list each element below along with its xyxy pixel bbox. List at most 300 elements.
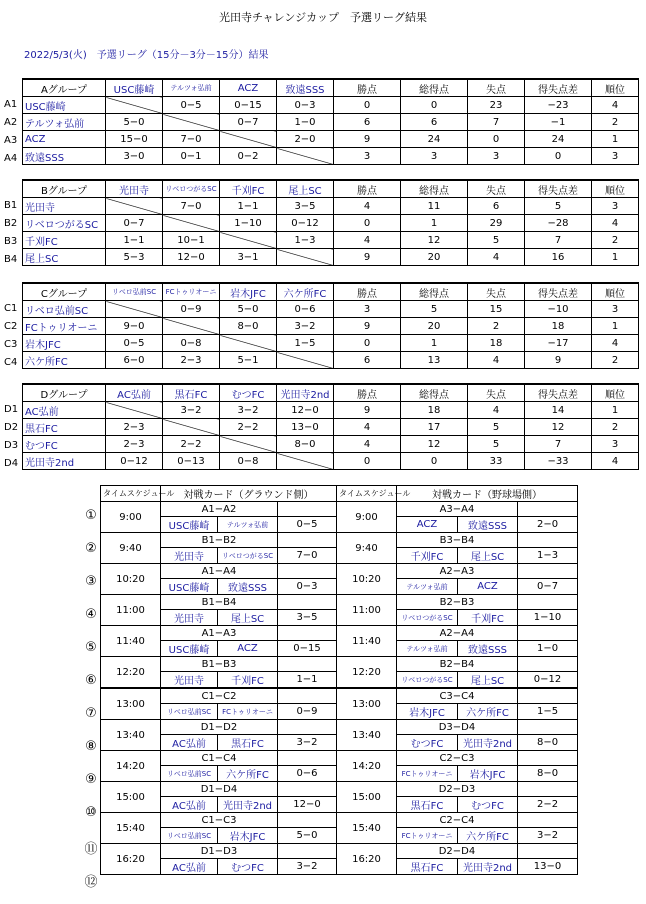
group-name: Cグループ [23,283,106,301]
group-name: Dグループ [23,384,106,402]
ground-match-code: B1−B4 [161,595,278,610]
score-cell: 12−0 [163,249,220,266]
score-cell [106,301,163,318]
stat-header: 勝点 [334,79,401,97]
ground-home-team: USC藤崎 [161,517,218,533]
stat-cell: 18 [525,318,592,335]
group-header-team: 黒石FC [163,384,220,402]
stat-cell: 3 [592,148,639,165]
baseball-home-team: 岩木JFC [397,704,458,720]
ground-match-code: B1−B3 [161,657,278,672]
score-cell: 2−2 [220,419,277,436]
score-cell: 2−3 [163,352,220,369]
stat-cell: 2 [592,419,639,436]
group-header-team: リベロつがるSC [163,180,220,198]
baseball-time: 13:00 [337,688,397,720]
stat-cell: 5 [401,301,468,318]
table-row [23,198,639,215]
page-subtitle: 2022/5/3(火) 予選リーグ（15分－3分－15分）結果 [24,50,269,61]
row-id-label: D2 [4,422,19,433]
baseball-match-code: B3−B4 [397,533,518,548]
time-header: タイムスケジュール [337,486,397,502]
row-team-name: テルツォ弘前 [23,114,106,131]
ground-away-team: 六ケ所FC [218,766,278,782]
empty-cell [518,813,578,828]
baseball-home-team: FCトゥリオーニ [397,766,458,782]
score-cell: 0−8 [163,335,220,352]
empty-cell [278,502,337,517]
score-cell: 1−3 [277,232,334,249]
score-cell: 3−2 [163,402,220,419]
group-header-team: USC藤崎 [106,79,163,97]
stat-cell: 3 [468,148,525,165]
group-table-1 [22,179,639,266]
schedule-row [101,657,578,672]
schedule-row [101,595,578,610]
round-number: ⑤ [85,640,97,655]
baseball-match-code: C3−C4 [397,688,518,704]
baseball-match-code: D2−D4 [397,844,518,859]
stat-cell: 6 [334,352,401,369]
stat-header: 順位 [592,384,639,402]
stat-cell: 4 [468,352,525,369]
ground-away-team: 岩木JFC [218,828,278,844]
row-id-label: A4 [4,153,18,164]
ground-match-code: A1−A2 [161,502,278,517]
empty-cell [518,564,578,579]
score-cell: 0−5 [106,335,163,352]
group-header-row [23,283,639,301]
stat-cell: 6 [468,198,525,215]
baseball-home-team: 黒石FC [397,859,458,875]
score-cell: 0−12 [106,453,163,470]
score-cell [163,318,220,335]
stat-cell: 33 [468,453,525,470]
score-cell: 5−0 [220,301,277,318]
baseball-time: 12:20 [337,657,397,689]
stat-cell: 6 [401,114,468,131]
score-cell: 15−0 [106,131,163,148]
score-cell: 0−13 [163,453,220,470]
row-team-name: ACZ [23,131,106,148]
row-team-name: 光田寺2nd [23,453,106,470]
row-id-label: C2 [4,321,18,332]
ground-away-team: テルツォ弘前 [218,517,278,533]
table-row [23,131,639,148]
stat-cell: 2 [592,114,639,131]
score-cell: 8−0 [277,436,334,453]
stat-cell: 0 [525,148,592,165]
stat-header: 順位 [592,283,639,301]
stat-cell: 3 [334,301,401,318]
round-number: ④ [85,607,97,622]
ground-away-team: FCトゥリオーニ [218,704,278,720]
group-header-team: AC弘前 [106,384,163,402]
empty-cell [518,533,578,548]
baseball-away-team: 致遠SSS [458,517,518,533]
empty-cell [518,595,578,610]
baseball-home-team: 千刈FC [397,548,458,564]
stat-cell: 5 [468,436,525,453]
stat-cell: 18 [401,402,468,419]
round-number: ⑩ [85,805,97,820]
ground-match-code: D1−D3 [161,844,278,859]
baseball-score: 1−5 [518,704,578,720]
row-team-name: 岩木JFC [23,335,106,352]
empty-cell [278,751,337,766]
empty-cell [518,688,578,704]
stat-cell: 2 [592,352,639,369]
stat-cell: 5 [525,198,592,215]
round-number: ① [85,508,97,523]
baseball-match-code: A2−A4 [397,626,518,641]
ground-time: 15:00 [101,782,161,813]
stat-cell: 7 [468,114,525,131]
stat-cell: 14 [525,402,592,419]
stat-cell: −23 [525,97,592,114]
baseball-away-team: 光田寺2nd [458,735,518,751]
group-header-team: むつFC [220,384,277,402]
ground-score: 5−0 [278,828,337,844]
score-cell: 5−0 [106,114,163,131]
stat-cell: 4 [334,419,401,436]
stat-cell: 1 [592,318,639,335]
row-id-label: D3 [4,440,19,451]
score-cell: 3−2 [220,402,277,419]
ground-match-code: C1−C4 [161,751,278,766]
baseball-header: 対戦カード（野球場側） [397,486,578,502]
ground-away-team: 千刈FC [218,672,278,689]
score-cell [277,249,334,266]
ground-match-code: C1−C2 [161,688,278,704]
table-row [23,148,639,165]
baseball-score: 0−7 [518,579,578,595]
stat-cell: 16 [525,249,592,266]
round-number: ⑨ [85,772,97,787]
schedule-row [101,720,578,735]
row-team-name: むつFC [23,436,106,453]
table-row [23,419,639,436]
score-cell: 0−15 [220,97,277,114]
round-number: ⑧ [85,739,97,754]
score-cell [220,436,277,453]
schedule-header-row [101,486,578,502]
stat-cell: 4 [334,198,401,215]
baseball-time: 15:40 [337,813,397,844]
stat-cell: −1 [525,114,592,131]
score-cell: 2−2 [163,436,220,453]
baseball-away-team: むつFC [458,797,518,813]
score-cell: 3−5 [277,198,334,215]
schedule-table [100,485,578,875]
score-cell [163,419,220,436]
score-cell [277,453,334,470]
ground-away-team: リベロつがるSC [218,548,278,564]
row-team-name: AC弘前 [23,402,106,419]
stat-cell: 9 [334,318,401,335]
round-number: ⑥ [85,673,97,688]
schedule-row [101,502,578,517]
stat-header: 総得点 [401,79,468,97]
row-id-label: C3 [4,339,18,350]
score-cell: 2−3 [106,436,163,453]
stat-cell: 9 [334,249,401,266]
score-cell: 0−5 [163,97,220,114]
score-cell: 10−1 [163,232,220,249]
empty-cell [518,720,578,735]
ground-time: 9:40 [101,533,161,564]
ground-score: 7−0 [278,548,337,564]
stat-cell: 0 [334,215,401,232]
empty-cell [278,720,337,735]
baseball-score: 13−0 [518,859,578,875]
stat-cell: −17 [525,335,592,352]
table-row [23,97,639,114]
stat-cell: 0 [401,453,468,470]
ground-time: 10:20 [101,564,161,595]
schedule-row [101,782,578,797]
baseball-match-code: C2−C3 [397,751,518,766]
stat-cell: 4 [468,249,525,266]
stat-header: 得失点差 [525,283,592,301]
table-row [23,215,639,232]
empty-cell [518,844,578,859]
score-cell: 2−0 [277,131,334,148]
baseball-match-code: A3−A4 [397,502,518,517]
row-id-label: B2 [4,218,18,229]
ground-away-team: 黒石FC [218,735,278,751]
baseball-away-team: ACZ [458,579,518,595]
score-cell: 0−2 [220,148,277,165]
ground-match-code: B1−B2 [161,533,278,548]
ground-time: 13:40 [101,720,161,751]
stat-cell: 5 [468,232,525,249]
score-cell: 0−8 [220,453,277,470]
row-id-label: A3 [4,135,18,146]
stat-cell: 3 [334,148,401,165]
stat-cell: 7 [525,436,592,453]
ground-home-team: AC弘前 [161,859,218,875]
stat-cell: 5 [468,419,525,436]
stat-cell: 0 [401,97,468,114]
group-table-2 [22,282,639,369]
row-id-label: C1 [4,303,18,314]
ground-score: 0−9 [278,704,337,720]
stat-cell: 20 [401,249,468,266]
baseball-score: 2−2 [518,797,578,813]
row-team-name: 光田寺 [23,198,106,215]
round-number: ⑪ [84,842,98,857]
ground-home-team: 光田寺 [161,672,218,689]
empty-cell [278,626,337,641]
stat-cell: 4 [592,453,639,470]
ground-score: 0−3 [278,579,337,595]
schedule-row [101,751,578,766]
stat-cell: 4 [592,97,639,114]
stat-header: 勝点 [334,180,401,198]
baseball-time: 9:00 [337,502,397,533]
score-cell: 0−9 [163,301,220,318]
row-team-name: 六ケ所FC [23,352,106,369]
row-id-label: D1 [4,404,19,415]
baseball-score: 1−0 [518,641,578,657]
ground-home-team: 光田寺 [161,548,218,564]
ground-home-team: AC弘前 [161,797,218,813]
ground-match-code: D1−D2 [161,720,278,735]
baseball-home-team: リベロつがるSC [397,672,458,689]
table-row [23,402,639,419]
score-cell: 7−0 [163,131,220,148]
stat-header: 総得点 [401,180,468,198]
group-header-team: FCトゥリオーニ [163,283,220,301]
table-row [23,335,639,352]
stat-header: 失点 [468,384,525,402]
row-team-name: 黒石FC [23,419,106,436]
stat-header: 順位 [592,79,639,97]
ground-score: 12−0 [278,797,337,813]
stat-cell: 0 [334,335,401,352]
empty-cell [518,782,578,797]
empty-cell [518,657,578,672]
baseball-home-team: テルツォ弘前 [397,641,458,657]
baseball-match-code: C2−C4 [397,813,518,828]
baseball-away-team: 六ケ所FC [458,828,518,844]
table-row [23,249,639,266]
ground-home-team: USC藤崎 [161,641,218,657]
ground-time: 14:20 [101,751,161,782]
score-cell: 9−0 [106,318,163,335]
stat-cell: 15 [468,301,525,318]
stat-cell: 4 [592,215,639,232]
baseball-score: 8−0 [518,766,578,782]
table-row [23,301,639,318]
empty-cell [518,751,578,766]
ground-score: 3−2 [278,735,337,751]
round-number: ② [85,541,97,556]
score-cell [163,114,220,131]
row-team-name: FCトゥリオーニ [23,318,106,335]
ground-score: 0−5 [278,517,337,533]
stat-cell: 1 [592,402,639,419]
empty-cell [278,595,337,610]
ground-home-team: AC弘前 [161,735,218,751]
score-cell [277,352,334,369]
empty-cell [518,502,578,517]
ground-time: 12:20 [101,657,161,689]
stat-cell: 20 [401,318,468,335]
stat-cell: 12 [525,419,592,436]
stat-cell: 3 [401,148,468,165]
row-team-name: リベロつがるSC [23,215,106,232]
stat-header: 得失点差 [525,384,592,402]
stat-cell: 12 [401,436,468,453]
group-name: Aグループ [23,79,106,97]
baseball-away-team: 六ケ所FC [458,704,518,720]
score-cell [106,97,163,114]
score-cell: 0−7 [106,215,163,232]
group-header-team: テルツォ弘前 [163,79,220,97]
round-number: ③ [85,574,97,589]
table-row [23,453,639,470]
empty-cell [278,844,337,859]
stat-cell: 1 [401,335,468,352]
baseball-home-team: むつFC [397,735,458,751]
group-header-row [23,79,639,97]
ground-score: 0−15 [278,641,337,657]
stat-header: 順位 [592,180,639,198]
baseball-match-code: D3−D4 [397,720,518,735]
baseball-score: 8−0 [518,735,578,751]
ground-home-team: リベロ弘前SC [161,828,218,844]
score-cell: 0−1 [163,148,220,165]
stat-cell: 7 [525,232,592,249]
table-row [23,436,639,453]
row-team-name: 致遠SSS [23,148,106,165]
ground-home-team: リベロ弘前SC [161,704,218,720]
stat-header: 失点 [468,79,525,97]
baseball-score: 2−0 [518,517,578,533]
stat-cell: 3 [592,198,639,215]
score-cell: 3−0 [106,148,163,165]
baseball-home-team: FCトゥリオーニ [397,828,458,844]
stat-header: 総得点 [401,283,468,301]
score-cell: 0−12 [277,215,334,232]
group-header-team: 光田寺 [106,180,163,198]
group-table-0 [22,78,639,165]
score-cell: 5−1 [220,352,277,369]
stat-cell: 9 [334,131,401,148]
stat-header: 失点 [468,180,525,198]
stat-cell: 6 [334,114,401,131]
baseball-time: 11:00 [337,595,397,626]
row-id-label: B3 [4,236,18,247]
score-cell: 5−3 [106,249,163,266]
stat-header: 勝点 [334,283,401,301]
ground-match-code: C1−C3 [161,813,278,828]
stat-cell: 1 [592,249,639,266]
ground-time: 13:00 [101,688,161,720]
ground-home-team: リベロ弘前SC [161,766,218,782]
ground-away-team: ACZ [218,641,278,657]
round-number: ⑦ [85,706,97,721]
stat-cell: 12 [401,232,468,249]
ground-time: 11:00 [101,595,161,626]
baseball-home-team: リベロつがるSC [397,610,458,626]
row-id-label: B1 [4,200,18,211]
ground-score: 3−5 [278,610,337,626]
stat-header: 得失点差 [525,79,592,97]
row-id-label: C4 [4,357,18,368]
stat-header: 総得点 [401,384,468,402]
score-cell: 1−5 [277,335,334,352]
baseball-time: 9:40 [337,533,397,564]
stat-header: 失点 [468,283,525,301]
score-cell [220,335,277,352]
baseball-time: 16:20 [337,844,397,875]
empty-cell [518,626,578,641]
stat-cell: 9 [525,352,592,369]
baseball-time: 15:00 [337,782,397,813]
score-cell: 0−3 [277,97,334,114]
stat-cell: 0 [468,131,525,148]
round-number: ⑫ [84,875,98,890]
table-row [23,318,639,335]
page-title: 光田寺チャレンジカップ 予選リーグ結果 [218,11,427,24]
group-header-row [23,180,639,198]
ground-header: 対戦カード（グラウンド側） [161,486,337,502]
baseball-away-team: 光田寺2nd [458,859,518,875]
empty-cell [278,533,337,548]
